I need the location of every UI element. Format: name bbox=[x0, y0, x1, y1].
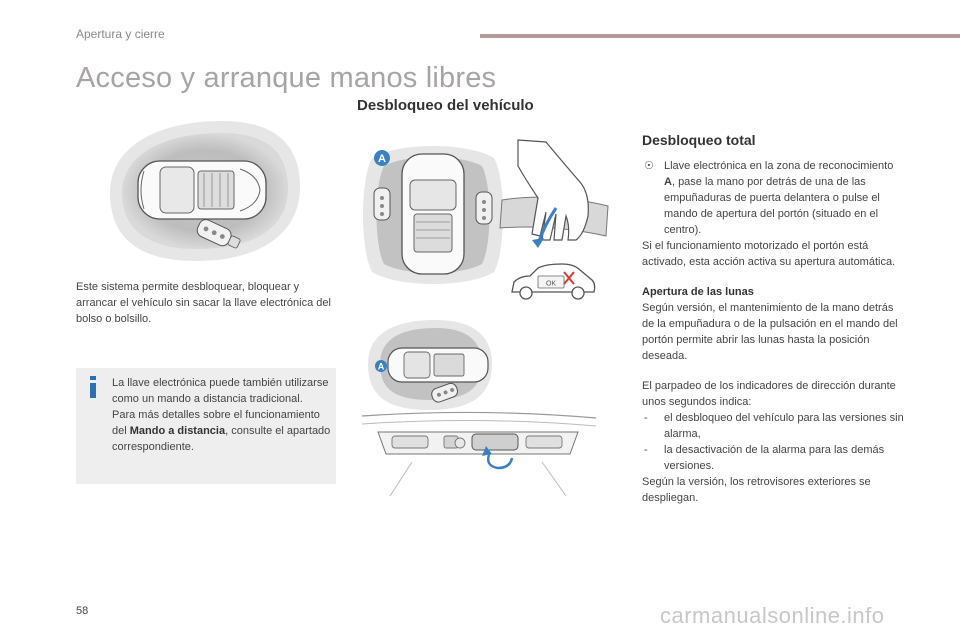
list-item-text: la desactivación de la alarma para las demás versiones. bbox=[664, 444, 885, 472]
key-left bbox=[374, 188, 390, 220]
car-top-view bbox=[138, 161, 266, 219]
dash-mark: - bbox=[644, 444, 648, 456]
tailgate-handle-illustration bbox=[360, 410, 598, 500]
list-item-text: el desbloqueo del vehículo para las versiones sin alarma, bbox=[664, 412, 904, 440]
windows-heading: Apertura de las lunas bbox=[642, 286, 754, 298]
car-top-view-small bbox=[388, 348, 488, 382]
info-icon bbox=[89, 376, 97, 398]
camera-icon bbox=[455, 438, 465, 448]
zone-a-label-lower: A bbox=[377, 361, 385, 372]
watermark: carmanualsonline.info bbox=[660, 603, 885, 628]
ok-label: OK bbox=[545, 280, 557, 288]
list-item bbox=[642, 410, 904, 442]
section-subtitle: Desbloqueo del vehículo bbox=[357, 97, 534, 114]
hand-handle-illustration bbox=[496, 136, 612, 256]
header-rule bbox=[480, 34, 960, 38]
info-text-line2: Para más detalles sobre el funcionamiento del bbox=[112, 409, 320, 437]
intro-text: Este sistema permite desbloquear, bloquear y arrancar el vehículo sin sacar la llave electrónica del bolso o bolsillo. bbox=[76, 281, 331, 325]
bullet-mark: ☉ bbox=[644, 160, 654, 172]
zone-a-illustration bbox=[358, 140, 508, 290]
info-text bbox=[112, 375, 334, 455]
key-right bbox=[476, 192, 492, 224]
bullet-text-before: Llave electrónica en la zona de reconocimiento bbox=[664, 160, 894, 172]
page-title: Acceso y arranque manos libres bbox=[76, 62, 497, 94]
right-column bbox=[642, 131, 904, 506]
paragraph-tailgate: Si el funcionamiento motorizado el portón está activado, esta acción activa su apertura automática. bbox=[642, 240, 896, 268]
page-number: 58 bbox=[76, 605, 89, 617]
bullet-text-after: , pase la mano por detrás de una de las empuñaduras de puerta delantera o pulse el mando de apertura del portón (situado en el centro). bbox=[664, 176, 880, 236]
car-top-view-vertical bbox=[402, 154, 464, 274]
info-box bbox=[76, 368, 336, 484]
zone-a-label: A bbox=[378, 153, 386, 165]
tailgate-button bbox=[472, 434, 518, 450]
car-zone-illustration bbox=[100, 115, 306, 265]
info-text-line3: , consulte el apartado correspondiente. bbox=[112, 425, 331, 453]
windows-text: Según versión, el mantenimiento de la mano detrás de la empuñadura o de la pulsación en el mando del portón permite abrir las lunas hasta la posición deseada. bbox=[642, 302, 898, 362]
zone-a-tailgate-illustration bbox=[360, 318, 496, 412]
indicators-text: El parpadeo de los indicadores de dirección durante unos segundos indica: bbox=[642, 380, 896, 408]
section-label: Apertura y cierre bbox=[76, 27, 165, 41]
bullet-item bbox=[642, 158, 904, 238]
section-heading: Desbloqueo total bbox=[642, 132, 756, 148]
mirrors-text: Según la versión, los retrovisores exteriores se despliegan. bbox=[642, 476, 871, 504]
list-item bbox=[642, 442, 904, 474]
car-side-illustration bbox=[506, 262, 598, 304]
info-text-bold: Mando a distancia bbox=[129, 425, 226, 437]
arrow-head bbox=[532, 238, 544, 248]
info-text-line1: La llave electrónica puede también utilizarse como un mando a distancia tradicional. bbox=[112, 377, 329, 405]
bullet-text-bold: A bbox=[664, 176, 672, 188]
dash-mark: - bbox=[644, 412, 648, 424]
